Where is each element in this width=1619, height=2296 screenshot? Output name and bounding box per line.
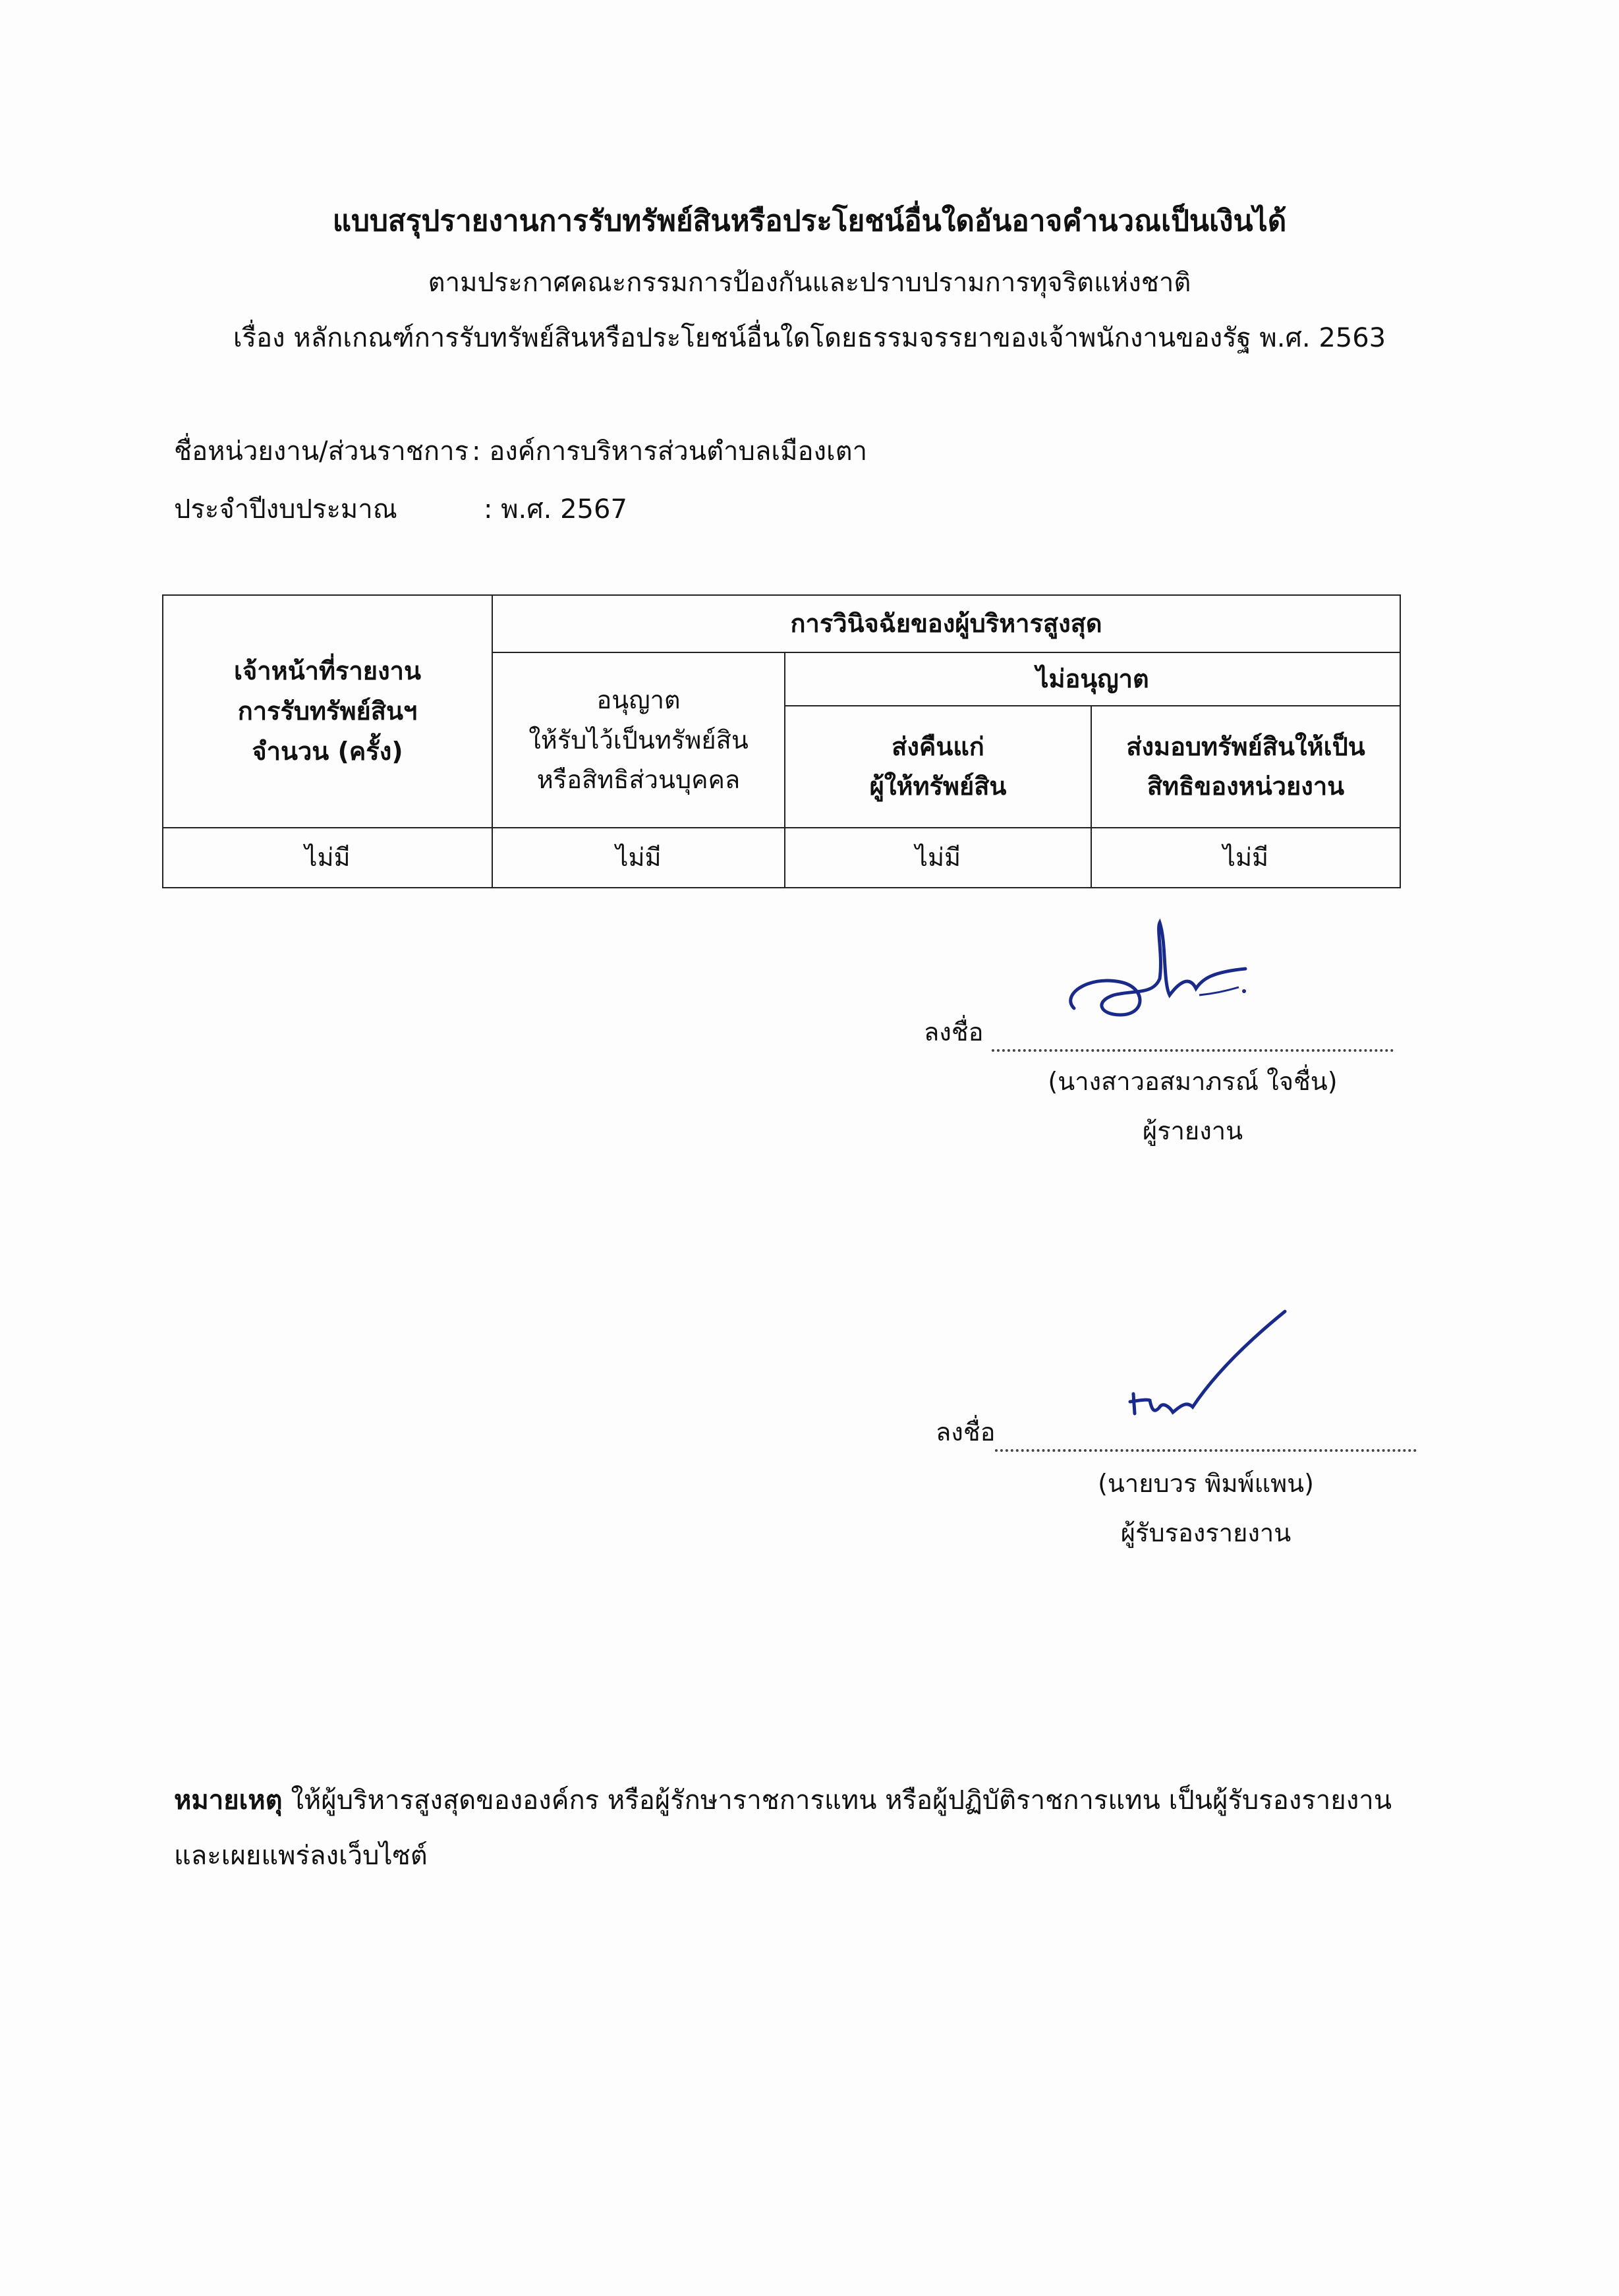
reporter-count-header-line2: การรับทรัพย์สินฯ	[237, 697, 418, 726]
report-table	[162, 594, 1401, 888]
handover-header-line2: สิทธิของหน่วยงาน	[1147, 772, 1345, 801]
document-title: แบบสรุปรายงานการรับทรัพย์สินหรือประโยชน์อื่นใดอันอาจคำนวณเป็นเงินได้	[332, 204, 1287, 238]
handover-header-line1: ส่งมอบทรัพย์สินให้เป็น	[1126, 732, 1365, 761]
reporter-role: ผู้รายงาน	[1142, 1116, 1243, 1145]
reporter-sign-prefix: ลงชื่อ	[924, 1018, 984, 1047]
allow-header-line3: หรือสิทธิส่วนบุคคล	[536, 765, 741, 795]
return-header-line1: ส่งคืนแก่	[892, 732, 984, 761]
handover-header	[1091, 706, 1400, 828]
approver-sign-line	[936, 1412, 1417, 1452]
fiscal-year-label: ประจำปีงบประมาณ	[174, 494, 397, 525]
return-header-line2: ผู้ให้ทรัพย์สิน	[869, 772, 1007, 801]
document-subtitle-announcement: ตามประกาศคณะกรรมการป้องกันและปราบปรามการทุจริตแห่งชาติ	[428, 268, 1191, 298]
deny-header: ไม่อนุญาต	[785, 652, 1400, 706]
reporter-count-header	[163, 595, 492, 828]
footnote	[174, 1773, 1426, 1883]
return-header	[785, 706, 1091, 828]
approver-sign-prefix: ลงชื่อ	[936, 1418, 996, 1447]
reporter-count-header-line1: เจ้าหน้าที่รายงาน	[234, 656, 421, 686]
allow-header-line1: อนุญาต	[596, 685, 681, 714]
reporter-name: (นางสาวอสมาภรณ์ ใจชื่น)	[1048, 1067, 1338, 1096]
reporter-sign-dotted-line	[992, 1029, 1394, 1052]
approver-sign-dotted-line	[995, 1429, 1417, 1452]
table-cell-return: ไม่มี	[785, 828, 1091, 888]
allow-header-line2: ให้รับไว้เป็นทรัพย์สิน	[528, 725, 749, 755]
reporter-count-header-line3: จำนวน (ครั้ง)	[252, 736, 403, 766]
allow-header	[492, 652, 785, 828]
fiscal-year-value: : พ.ศ. 2567	[484, 494, 627, 525]
agency-row	[174, 430, 867, 472]
agency-value: : องค์การบริหารส่วนตำบลเมืองเตา	[472, 436, 868, 467]
decision-header: การวินิจฉัยของผู้บริหารสูงสุด	[492, 595, 1400, 652]
table-cell-count: ไม่มี	[163, 828, 492, 888]
fiscal-year-row	[174, 488, 627, 530]
approver-role: ผู้รับรองรายงาน	[1120, 1518, 1292, 1547]
reporter-sign-line	[924, 1012, 1394, 1052]
approver-name: (นายบวร พิมพ์แพน)	[1098, 1469, 1314, 1498]
table-cell-handover: ไม่มี	[1091, 828, 1400, 888]
footnote-text: ให้ผู้บริหารสูงสุดขององค์กร หรือผู้รักษาราชการแทน หรือผู้ปฏิบัติราชการแทน เป็นผู้รับรองรายงานและเผยแพร่ลงเว็บไซต์	[174, 1785, 1392, 1871]
document-subtitle-subject: เรื่อง หลักเกณฑ์การรับทรัพย์สินหรือประโยชน์อื่นใดโดยธรรมจรรยาของเจ้าพนักงานของรัฐ พ.ศ. 2563	[233, 323, 1386, 353]
agency-label: ชื่อหน่วยงาน/ส่วนราชการ	[174, 436, 469, 467]
table-cell-allow: ไม่มี	[492, 828, 785, 888]
footnote-label: หมายเหตุ	[174, 1785, 283, 1816]
